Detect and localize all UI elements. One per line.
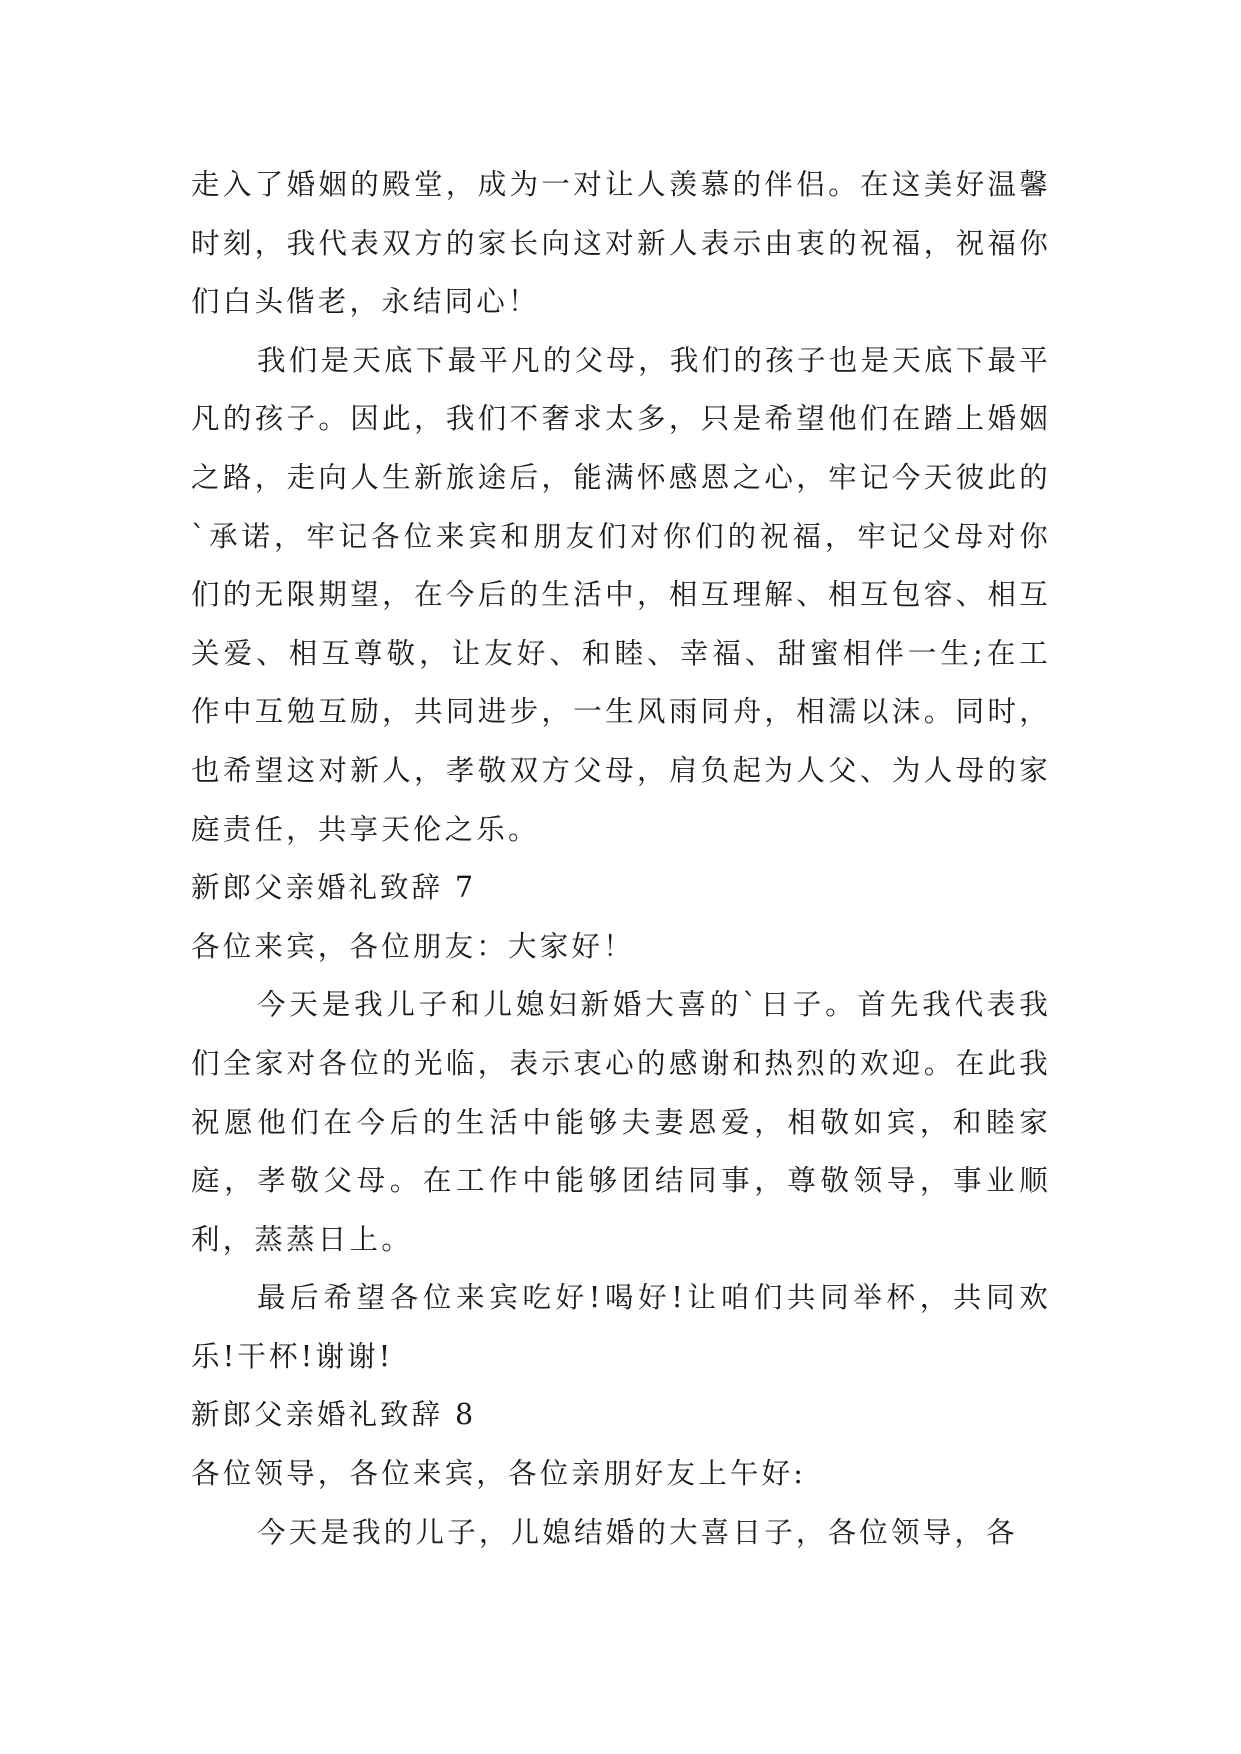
section-heading-8: 新郎父亲婚礼致辞 8 bbox=[191, 1398, 477, 1432]
section-heading-7: 新郎父亲婚礼致辞 7 bbox=[191, 871, 477, 905]
paragraph-wedding-day: 今天是我儿子和儿媳妇新婚大喜的`日子。首先我代表我们全家对各位的光临，表示衷心的感谢和热烈的欢迎。在此我祝愿他们在今后的生活中能够夫妻恩爱，相敬如宾，和睦家庭，孝敬父母。在工作中能够团结同事，尊敬领导，事业顺利，蒸蒸日上。 bbox=[191, 988, 1051, 1256]
greeting-7: 各位来宾，各位朋友：大家好！ bbox=[191, 929, 635, 963]
paragraph-toast: 最后希望各位来宾吃好!喝好!让咱们共同举杯，共同欢乐!干杯!谢谢! bbox=[191, 1281, 1051, 1373]
paragraph-opening-8: 今天是我的儿子，儿媳结婚的大喜日子，各位领导，各 bbox=[257, 1515, 1018, 1549]
paragraph-blessing: 走入了婚姻的殿堂，成为一对让人羡慕的伴侣。在这美好温馨时刻，我代表双方的家长向这对新人表示由衷的祝福，祝福你们白头偕老，永结同心！ bbox=[191, 168, 1051, 319]
document-body bbox=[191, 156, 1051, 1562]
paragraph-parents-hope: 我们是天底下最平凡的父母，我们的孩子也是天底下最平凡的孩子。因此，我们不奢求太多，只是希望他们在踏上婚姻之路，走向人生新旅途后，能满怀感恩之心，牢记今天彼此的`承诺，牢记各位来宾和朋友们对你们的祝福，牢记父母对你们的无限期望，在今后的生活中，相互理解、相互包容、相互关爱、相互尊敬，让友好、和睦、幸福、甜蜜相伴一生;在工作中互勉互励，共同进步，一生风雨同舟，相濡以沫。同时，也希望这对新人，孝敬双方父母，肩负起为人父、为人母的家庭责任，共享天伦之乐。 bbox=[191, 343, 1051, 846]
greeting-8: 各位领导，各位来宾，各位亲朋好友上午好: bbox=[191, 1457, 807, 1491]
